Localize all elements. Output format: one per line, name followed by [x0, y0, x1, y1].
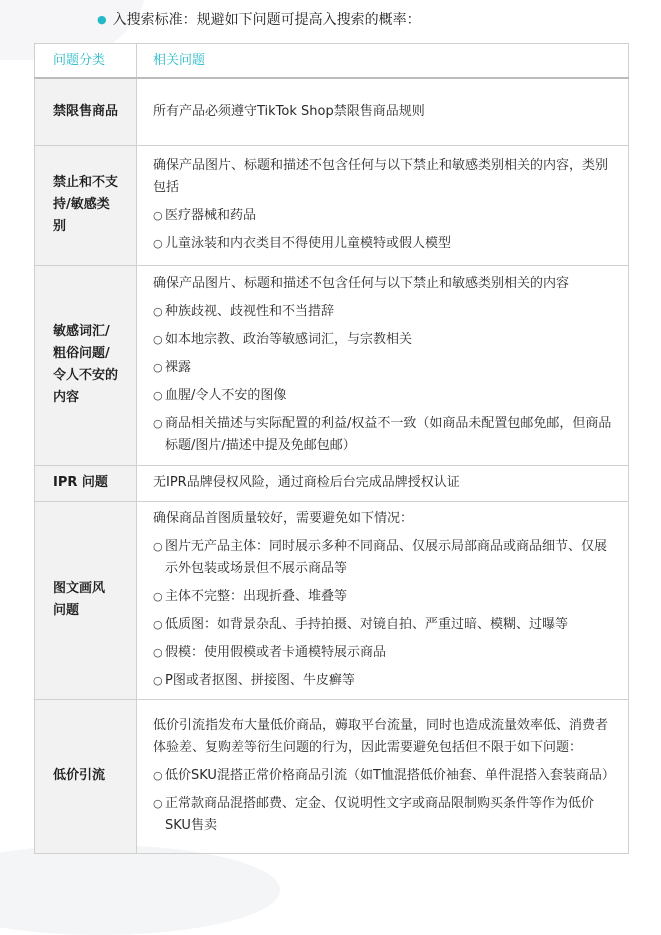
list-item [153, 765, 616, 787]
list-item [153, 413, 616, 457]
row-intro: 确保商品首图质量较好，需要避免如下情况： [153, 511, 414, 526]
row-description [137, 465, 629, 501]
circle-bullet-icon: ○ [153, 769, 163, 782]
table-row [35, 699, 629, 853]
circle-bullet-icon: ○ [153, 361, 163, 374]
row-intro: 无IPR品牌侵权风险，通过商检后台完成品牌授权认证 [153, 475, 460, 490]
list-item [153, 614, 616, 636]
list-item [153, 670, 616, 692]
circle-bullet-icon: ○ [153, 797, 163, 810]
list-item [153, 233, 616, 255]
section-heading-text: 入搜索标准：规避如下问题可提高入搜索的概率： [112, 12, 421, 28]
list-item [153, 301, 616, 323]
circle-bullet-icon: ○ [153, 389, 163, 402]
criteria-table [34, 43, 629, 854]
header-category: 问题分类 [35, 44, 137, 79]
row-category: 低价引流 [35, 699, 137, 853]
bullet-dot-icon: ● [97, 13, 107, 26]
list-item-text: 种族歧视、歧视性和不当措辞 [165, 304, 335, 319]
list-item [153, 536, 616, 580]
row-description [137, 699, 629, 853]
row-description [137, 145, 629, 265]
row-category: 禁止和不支持/敏感类别 [35, 145, 137, 265]
table-row [35, 145, 629, 265]
list-item-text: 裸露 [165, 360, 192, 375]
table-row [35, 78, 629, 145]
criteria-table-wrapper [34, 43, 628, 854]
row-intro: 低价引流指发布大量低价商品，薅取平台流量，同时也造成流量效率低、消费者体验差、复购差等衍生问题的行为，因此需要避免包括但不限于如下问题： [153, 718, 609, 755]
circle-bullet-icon: ○ [153, 540, 163, 553]
circle-bullet-icon: ○ [153, 237, 163, 250]
row-description [137, 501, 629, 699]
row-category: 图文画风问题 [35, 501, 137, 699]
circle-bullet-icon: ○ [153, 417, 163, 430]
table-row [35, 501, 629, 699]
row-description [137, 78, 629, 145]
list-item-text: 低价SKU混搭正常价格商品引流（如T恤混搭低价袖套、单件混搭入套装商品） [165, 768, 615, 783]
row-category: IPR 问题 [35, 465, 137, 501]
list-item-text: 主体不完整：出现折叠、堆叠等 [165, 589, 348, 604]
list-item-text: 医疗器械和药品 [165, 208, 257, 223]
row-category: 敏感词汇/粗俗问题/令人不安的内容 [35, 265, 137, 465]
circle-bullet-icon: ○ [153, 333, 163, 346]
list-item-text: 图片无产品主体：同时展示多种不同商品、仅展示局部商品或商品细节、仅展示外包装或场景但不展示商品等 [165, 539, 608, 576]
list-item [153, 357, 616, 379]
circle-bullet-icon: ○ [153, 618, 163, 631]
row-intro: 所有产品必须遵守TikTok Shop禁限售商品规则 [153, 103, 425, 119]
list-item [153, 642, 616, 664]
circle-bullet-icon: ○ [153, 674, 163, 687]
table-row [35, 465, 629, 501]
section-heading [97, 10, 421, 31]
row-intro: 确保产品图片、标题和描述不包含任何与以下禁止和敏感类别相关的内容 [153, 276, 570, 291]
list-item [153, 586, 616, 608]
row-description [137, 265, 629, 465]
list-item-text: 商品相关描述与实际配置的利益/权益不一致（如商品未配置包邮免邮，但商品标题/图片/描述中提及免邮包邮） [165, 416, 612, 453]
list-item [153, 385, 616, 407]
list-item [153, 329, 616, 351]
list-item-text: 如本地宗教、政治等敏感词汇，与宗教相关 [165, 332, 413, 347]
circle-bullet-icon: ○ [153, 209, 163, 222]
row-intro: 确保产品图片、标题和描述不包含任何与以下禁止和敏感类别相关的内容，类别包括 [153, 158, 609, 195]
list-item-text: 正常款商品混搭邮费、定金、仅说明性文字或商品限制购买条件等作为低价SKU售卖 [165, 796, 595, 833]
list-item-text: 假模：使用假模或者卡通模特展示商品 [165, 645, 387, 660]
table-row [35, 265, 629, 465]
row-category: 禁限售商品 [35, 78, 137, 145]
table-header-row [35, 44, 629, 79]
list-item-text: 儿童泳装和内衣类目不得使用儿童模特或假人模型 [165, 236, 452, 251]
list-item-text: 血腥/令人不安的图像 [165, 388, 287, 403]
list-item-text: P图或者抠图、拼接图、牛皮癣等 [165, 673, 355, 688]
list-item-text: 低质图：如背景杂乱、手持拍摄、对镜自拍、严重过暗、模糊、过曝等 [165, 617, 569, 632]
header-related: 相关问题 [137, 44, 629, 79]
circle-bullet-icon: ○ [153, 305, 163, 318]
list-item [153, 205, 616, 227]
list-item [153, 793, 616, 837]
background-decoration-bottom [0, 845, 280, 935]
circle-bullet-icon: ○ [153, 590, 163, 603]
circle-bullet-icon: ○ [153, 646, 163, 659]
